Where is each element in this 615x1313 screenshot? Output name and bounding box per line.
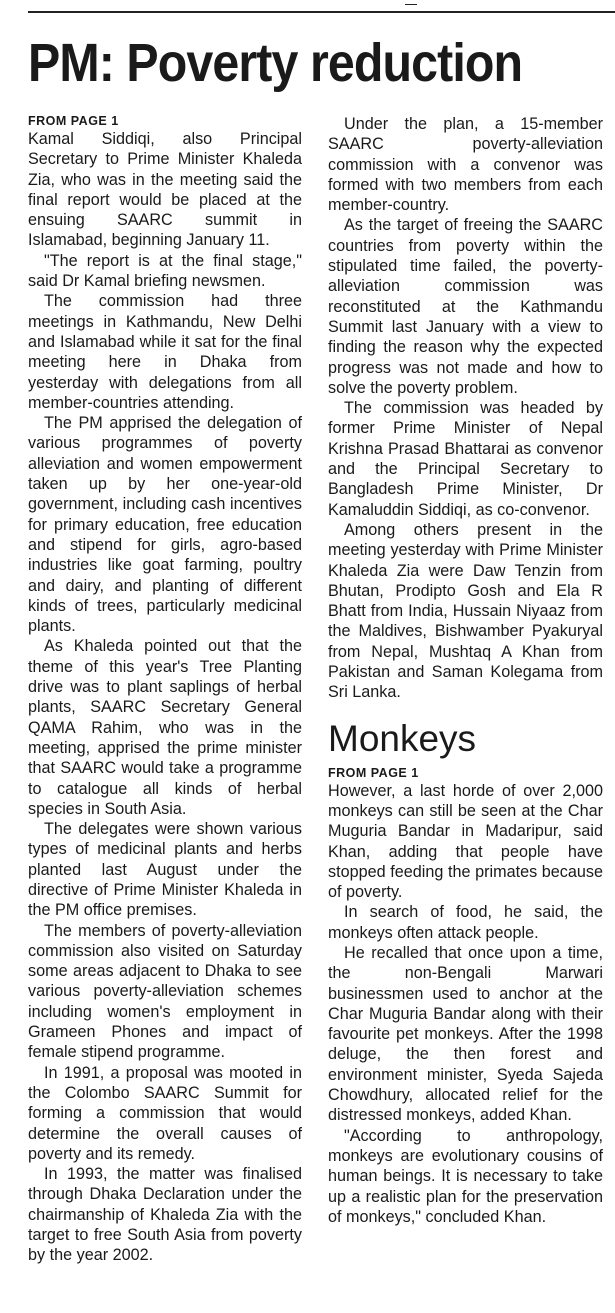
article-paragraph: Under the plan, a 15-member SAARC poverty-alleviation commission with a convenor was formed with two members from each member-country. xyxy=(328,115,603,215)
article-paragraph: As the target of freeing the SAARC countries from poverty within the stipulated time failed, the poverty-alleviation commission was reconstituted at the Kathmandu Summit last January with a view to finding the reason why the expected progress was not made and how to solve the poverty problem. xyxy=(328,216,603,397)
article-paragraph: Kamal Siddiqi, also Principal Secretary to Prime Minister Khaleda Zia, who was in the meeting said the final report would be placed at the ensuing SAARC summit in Islamabad, beginning January 11. xyxy=(28,130,302,250)
monkeys-paragraph: He recalled that once upon a time, the non-Bengali Marwari businessmen used to anchor at the Char Muguria Bandar along with their favourite pet monkeys. After the 1998 deluge, the then forest and environment minister, Syeda Sajeda Chowdhury, allocated relief for the distressed monkeys, added Khan. xyxy=(328,943,603,1125)
article-paragraph: As Khaleda pointed out that the theme of this year's Tree Planting drive was to plant saplings of herbal plants, SAARC Secretary General QAMA Rahim, who was in the meeting, apprised the prime minister that SAARC would take a programme to catalogue all kinds of herbal species in South Asia. xyxy=(28,637,302,818)
monkeys-from-page-label: FROM PAGE 1 xyxy=(328,765,419,780)
monkeys-headline: Monkeys xyxy=(328,717,477,759)
top-rule-mark xyxy=(405,0,417,5)
article-column-right xyxy=(328,114,603,1227)
monkeys-paragraph: In search of food, he said, the monkeys often attack people. xyxy=(328,903,603,942)
article-paragraph: Among others present in the meeting yesterday with Prime Minister Khaleda Zia were Daw Tenzin from Bhutan, Prodipto Gosh and Ela R Bhatt from India, Hussain Niyaaz from the Maldives, Bishwamber Pyakuryal from Nepal, Mushtaq A Khan from Pakistan and Saman Kolegama from Sri Lanka. xyxy=(328,520,603,702)
top-rule xyxy=(28,11,615,13)
article-paragraph: The members of poverty-alleviation commission also visited on Saturday some areas adjacent to Dhaka to see various poverty-alleviation schemes including women's employment in Grameen Phones and impact of female stipend programme. xyxy=(28,921,302,1062)
from-page-label: FROM PAGE 1 xyxy=(28,114,119,128)
article-paragraph: In 1993, the matter was finalised through Dhaka Declaration under the chairmanship of Khaleda Zia with the target to free South Asia from poverty by the year 2002. xyxy=(28,1165,302,1265)
article-headline: PM: Poverty reduction xyxy=(28,33,523,93)
monkeys-paragraph: However, a last horde of over 2,000 monkeys can still be seen at the Char Muguria Bandar in Madaripur, said Khan, adding that people have stopped feeding the primates because of poverty. xyxy=(328,781,603,902)
monkeys-paragraph: "According to anthropology, monkeys are evolutionary cousins of human beings. It is necessary to take up a realistic plan for the preservation of monkeys," concluded Khan. xyxy=(328,1126,603,1226)
article-paragraph: "The report is at the final stage," said Dr Kamal briefing newsmen. xyxy=(28,251,302,291)
article-paragraph: The delegates were shown various types of medicinal plants and herbs planted last August under the directive of Prime Minister Khaleda in the PM office premises. xyxy=(28,820,302,920)
article-paragraph: In 1991, a proposal was mooted in the Colombo SAARC Summit for forming a commission that would determine the overall causes of poverty and its remedy. xyxy=(28,1063,302,1163)
article-paragraph: The commission was headed by former Prime Minister of Nepal Krishna Prasad Bhattarai as convenor and the Principal Secretary to Bangladesh Prime Minister, Dr Kamaluddin Siddiqi, as co-convenor. xyxy=(328,399,603,519)
article-paragraph: The PM apprised the delegation of various programmes of poverty alleviation and women empowerment taken up by her one-year-old government, including cash incentives for primary education, free education and stipend for girls, agro-based industries like goat farming, poultry and dairy, and planting of different kinds of trees, particularly medicinal plants. xyxy=(28,414,302,636)
article-column-left xyxy=(28,114,302,1266)
article-paragraph: The commission had three meetings in Kathmandu, New Delhi and Islamabad while it sat for the final meeting here in Dhaka from yesterday with delegations from all member-countries attending. xyxy=(28,292,302,412)
